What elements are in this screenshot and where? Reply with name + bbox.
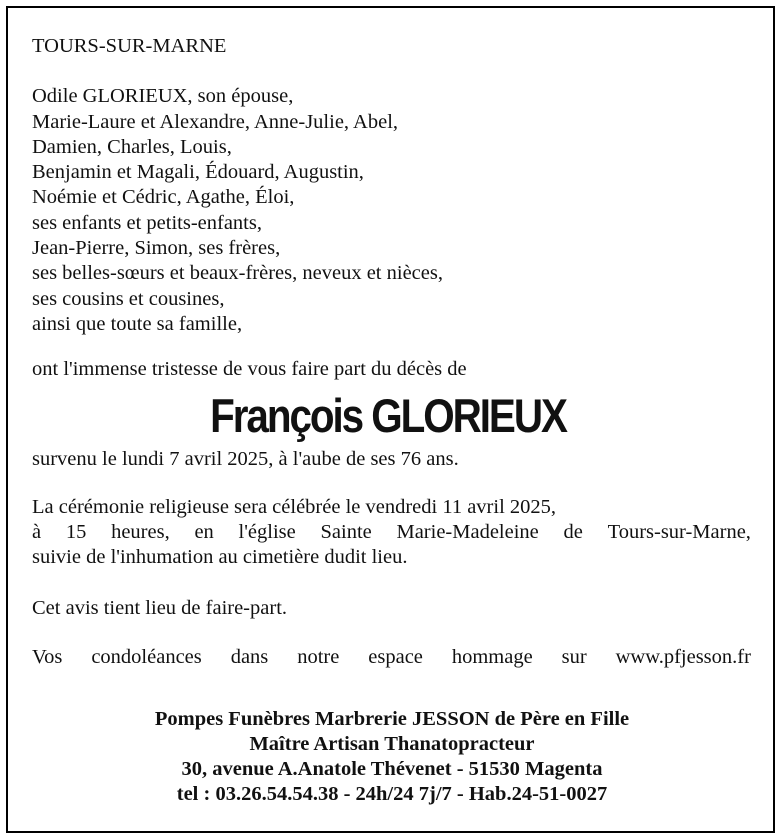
family-line: Jean-Pierre, Simon, ses frères,: [32, 237, 281, 260]
funeral-home-address: 30, avenue A.Anatole Thévenet - 51530 Magenta: [181, 758, 603, 780]
ceremony-word: 15: [65, 521, 87, 544]
deceased-name: François GLORIEUX: [210, 388, 566, 442]
ceremony-word: Marie-Madeleine: [396, 521, 539, 544]
family-line: Benjamin et Magali, Édouard, Augustin,: [32, 161, 364, 184]
condolences-word: hommage: [451, 646, 533, 669]
ceremony-line: suivie de l'inhumation au cimetière dudit lieu.: [32, 546, 408, 569]
funeral-home-title: Maître Artisan Thanatopracteur: [249, 733, 535, 755]
funeral-home-contact: tel : 03.26.54.54.38 - 24h/24 7j/7 - Hab.24-51-0027: [176, 783, 608, 805]
ceremony-word: Sainte: [320, 521, 372, 544]
family-line: Damien, Charles, Louis,: [32, 135, 232, 158]
website-text: www.pfjesson.fr: [615, 646, 751, 669]
obituary-body: [32, 34, 751, 670]
ceremony-word: à: [32, 521, 42, 544]
ceremony-word: de: [563, 521, 583, 544]
notice-statement: Cet avis tient lieu de faire-part.: [32, 596, 288, 619]
condolences-line: [32, 645, 751, 670]
ceremony-word: Tours-sur-Marne,: [607, 521, 751, 544]
condolences-word: sur: [561, 646, 587, 669]
location-heading: TOURS-SUR-MARNE: [32, 35, 227, 57]
condolences-word: dans: [230, 646, 269, 669]
funeral-home-block: [0, 707, 784, 807]
family-line: Noémie et Cédric, Agathe, Éloi,: [32, 186, 295, 209]
condolences-word: Vos: [32, 646, 63, 669]
family-line: Marie-Laure et Alexandre, Anne-Julie, Abel,: [32, 110, 399, 133]
family-list: [32, 84, 744, 337]
family-line: Odile GLORIEUX, son épouse,: [32, 85, 294, 108]
ceremony-word: l'église: [238, 521, 296, 544]
ceremony-line: La cérémonie religieuse sera célébrée le vendredi 11 avril 2025,: [32, 495, 557, 518]
death-info: survenu le lundi 7 avril 2025, à l'aube de ses 76 ans.: [32, 447, 459, 470]
family-line: ses belles-sœurs et beaux-frères, neveux et nièces,: [32, 262, 443, 285]
family-line: ses cousins et cousines,: [32, 287, 225, 310]
ceremony-word: en: [194, 521, 214, 544]
family-line: ses enfants et petits-enfants,: [32, 211, 262, 234]
ceremony-word: heures,: [111, 521, 170, 544]
announcement-text: ont l'immense tristesse de vous faire part du décès de: [32, 358, 467, 381]
condolences-word: notre: [297, 646, 340, 669]
condolences-word: espace: [368, 646, 423, 669]
condolences-word: condoléances: [91, 646, 202, 669]
ceremony-line-justified: [32, 520, 751, 545]
funeral-home-name: Pompes Funèbres Marbrerie JESSON de Père en Fille: [154, 708, 630, 730]
family-line: ainsi que toute sa famille,: [32, 312, 243, 335]
